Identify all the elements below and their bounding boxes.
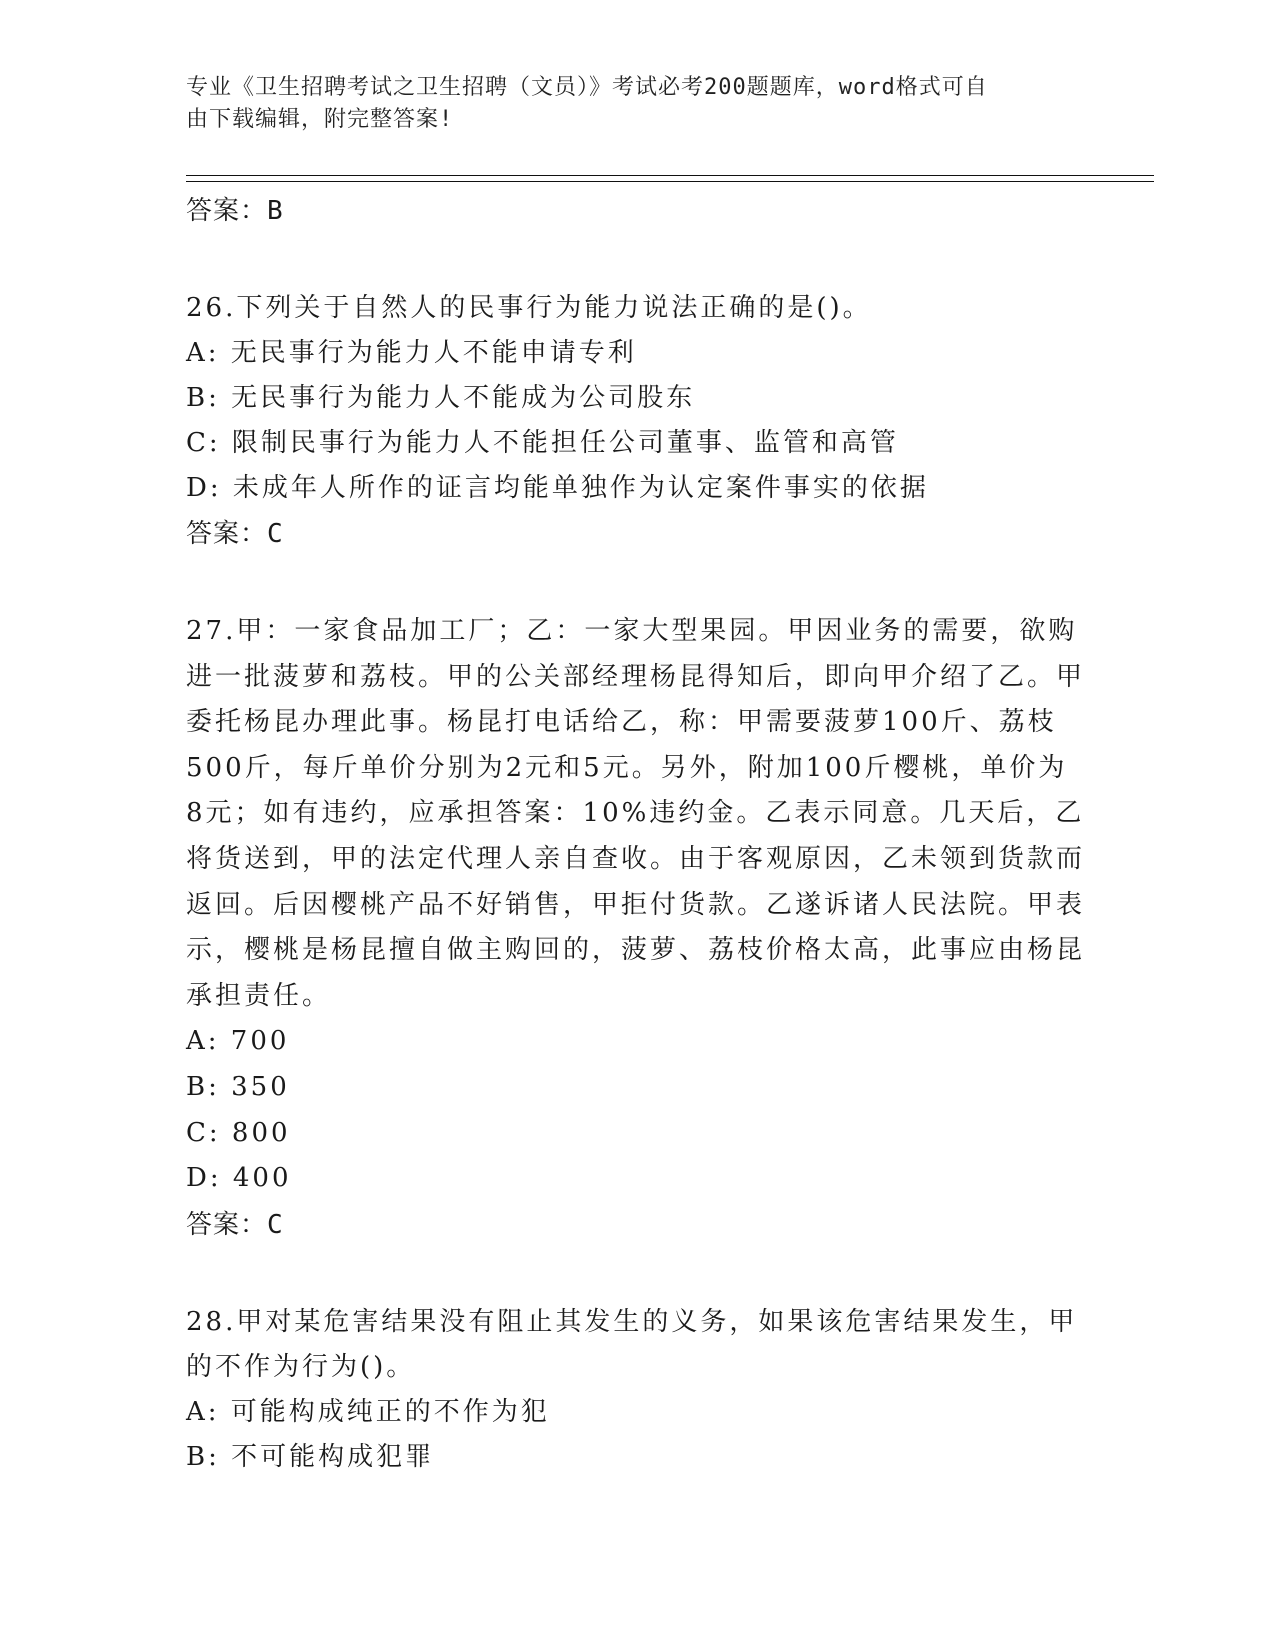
question-stem: 27.甲：一家食品加工厂；乙：一家大型果园。甲因业务的需要，欲购进一批菠萝和荔枝。甲的公关部经理杨昆得知后，即向甲介绍了乙。甲委托杨昆办理此事。杨昆打电话给乙，称：甲需要菠萝100斤、荔枝500斤，每斤单价分别为2元和5元。另外，附加100斤樱桃，单价为8元；如有违约，应承担答案：10%违约金。乙表示同意。几天后，乙将货送到，甲的法定代理人亲自查收。由于客观原因，乙未领到货款而返回。后因樱桃产品不好销售，甲拒付货款。乙遂诉诸人民法院。甲表示，樱桃是杨昆擅自做主购回的，菠萝、荔枝价格太高，此事应由杨昆承担责任。 [186,616,1086,1011]
option-c: C: 800 [186,1117,291,1148]
option-d: D: 400 [186,1163,292,1194]
option-c: C: 限制民事行为能力人不能担任公司董事、监管和高管 [186,428,899,458]
question-list [186,188,1086,1480]
header-rule-top [186,175,1154,176]
option-b: B: 350 [186,1071,290,1102]
option-b: B: 不可能构成犯罪 [186,1441,435,1472]
question-answer: 答案：C [186,519,284,549]
option-d: D: 未成年人所作的证言均能单独作为认定案件事实的依据 [186,473,929,503]
option-a: A: 700 [186,1026,290,1057]
option-a: A: 无民事行为能力人不能申请专利 [186,338,637,368]
previous-answer: 答案：B [186,196,284,226]
header-rule-bottom [186,181,1154,182]
header-line-2: 由下载编辑，附完整答案! [186,107,454,132]
question-26 [186,286,1086,557]
page-header [186,72,1066,136]
question-stem: 28.甲对某危害结果没有阻止其发生的义务，如果该危害结果发生，甲的不作为行为()。 [186,1306,1078,1382]
question-27 [186,609,1086,1248]
question-stem: 26.下列关于自然人的民事行为能力说法正确的是()。 [186,293,872,323]
question-28 [186,1300,1086,1480]
header-line-1: 专业《卫生招聘考试之卫生招聘（文员）》考试必考200题题库，word格式可自 [186,75,988,100]
option-b: B: 无民事行为能力人不能成为公司股东 [186,383,696,413]
question-answer: 答案：C [186,1209,284,1240]
option-a: A: 可能构成纯正的不作为犯 [186,1396,550,1427]
